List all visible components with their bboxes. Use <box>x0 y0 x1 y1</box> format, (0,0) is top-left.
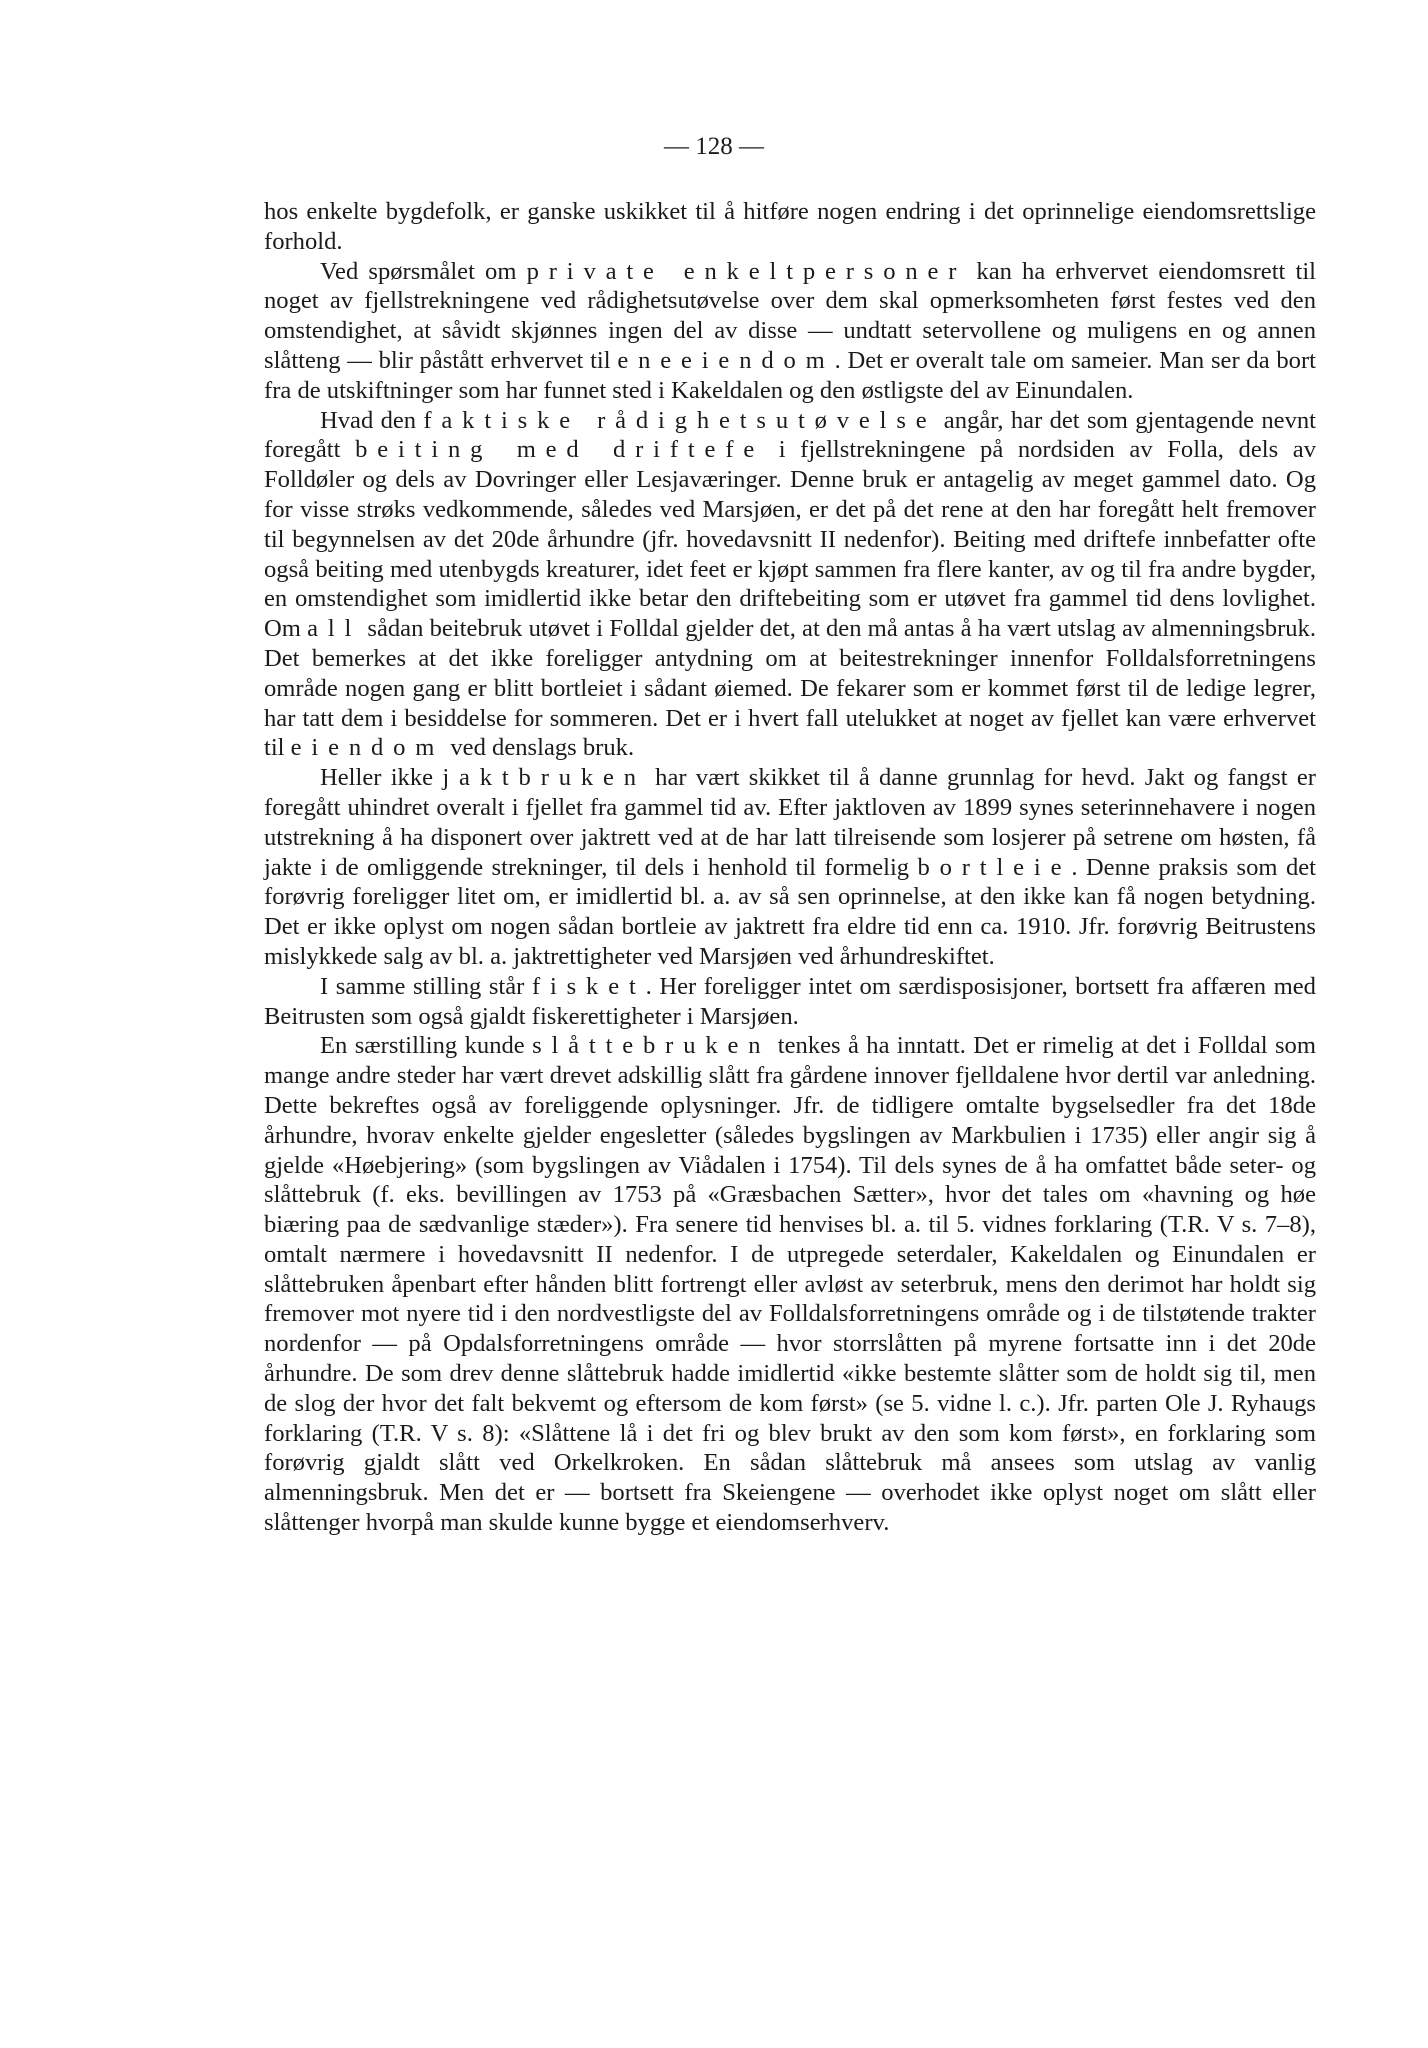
text-run: . Det er overalt tale om sameier. Man ser da bort fra de utskiftninger som har funnet sted i Kakeldalen og den østligste del av Einundalen. <box>264 346 1316 404</box>
text-run: hos enkelte bygdefolk, er ganske uskikket til å hitføre nogen endring i det oprinnelige eiendomsrettslige forhold. <box>264 198 1316 255</box>
text-run: har vært skikket til å danne grunnlag for hevd. Jakt og fangst er foregått uhindret overalt i fjellet fra gammel tid av. Efter jaktloven av 1899 synes seterinnehavere i nogen utstrekning å ha disponert over jaktrett ved at de har latt tilreisende som losjerer på setrene om høsten, få jakte i de omliggende strekninger, til dels i henhold til formelig <box>264 764 1316 881</box>
text-run: Heller ikke <box>320 764 443 792</box>
emphasized-term: beiting med driftefe <box>355 436 765 464</box>
paragraph <box>264 972 1316 1032</box>
text-run: I samme stilling står <box>320 972 532 1000</box>
paragraph <box>264 1031 1316 1538</box>
emphasized-term: private enkeltpersoner <box>526 257 967 285</box>
emphasized-term: eiendom <box>290 734 445 762</box>
paragraph <box>264 257 1316 406</box>
text-run: . Denne praksis som det forøvrig foreligger litet om, er imidlertid bl. a. av så sen oprinnelse, at den ikke kan få nogen betydning. Det er ikke oplyst om nogen sådan bortleie av jaktrett fra eldre tid enn ca. 1910. Jfr. forøvrig Beitrustens mislykkede salg av bl. a. jaktrettigheter ved Marsjøen ved århundreskiftet. <box>264 853 1316 970</box>
paragraph <box>264 197 1316 257</box>
text-run: En særstilling kunde <box>320 1032 533 1060</box>
emphasized-term: fisket <box>531 972 646 1000</box>
text-run: Hvad den <box>320 406 424 434</box>
body-text <box>264 197 1316 1538</box>
emphasized-term: jaktbruken <box>442 764 646 792</box>
text-run: i fjellstrekningene på nordsiden av Folla, dels av Folldøler og dels av Dovringer eller Lesjaværinger. Denne bruk er antagelig av meget gammel dato. Og for visse strøks vedkommende, således ved Marsjøen, er det på det rene at den har foregått helt fremover til begynnelsen av det 20de århundre (jfr. hovedavsnitt II nedenfor). Beiting med driftefe innbefatter ofte også beiting med utenbygds kreaturer, idet feet er kjøpt sammen fra flere kanter, av og til fra andre bygder, en omstendighet som imidlertid ikke betar den driftebeiting som er utøvet fra gammel tid dens lovlighet. Om <box>264 436 1316 643</box>
text-run: ved denslags bruk. <box>444 734 635 762</box>
text-run: . Her foreligger intet om særdisposisjoner, bortsett fra affæren med Beitrusten som også gjaldt fiskerettigheter i Marsjøen. <box>264 972 1316 1030</box>
emphasized-term: bortleie <box>917 853 1072 881</box>
text-run: sådan beitebruk utøvet i Folldal gjelder det, at den må antas å ha vært utslag av almenningsbruk. Det bemerkes at det ikke foreligger antydning om at beitestrekninger innenfor Folldalsforretningens område nogen gang er blitt bortleiet i sådant øiemed. De fekarer som er kommet først til de ledige legrer, har tatt dem i besiddelse for sommeren. Det er i hvert fall utelukket at noget av fjellet kan være erhvervet til <box>264 615 1317 762</box>
text-run: tenkes å ha inntatt. Det er rimelig at det i Folldal som mange andre steder har vært drevet adskillig slått fra gårdene innover fjelldalene hvor dertil var anledning. Dette bekreftes også av foreliggende oplysninger. Jfr. de tidligere omtalte bygselsedler fra det 18de århundre, hvorav enkelte gjelder engesletter (således bygslingen av Markbulien i 1735) eller angir sig å gjelde «Høebjering» (som bygslingen av Viådalen i 1754). Til dels synes de å ha omfattet både seter- og slåttebruk (f. eks. bevillingen av 1753 på «Græsbachen Sætter», hvor det tales om «havning og høe biæring paa de sædvanlige stæder»). Fra senere tid henvises bl. a. til 5. vidnes forklaring (T.R. V s. 7–8), omtalt nærmere i hovedavsnitt II nedenfor. I de utpregede seterdaler, Kakeldalen og Einundalen er slåttebruken åpenbart efter hånden blitt fortrengt eller avløst av seterbruk, mens den derimot har holdt sig fremover mot nyere tid i den nordvestligste del av Folldalsforretningens område og i de tilstøtende trakter nordenfor — på Opdalsforretningens område — hvor storrslåtten på myrene fortsatte inn i det 20de århundre. De som drev denne slåttebruk hadde imidlertid «ikke bestemte slåtter som de holdt sig til, men de slog der hvor det falt bekvemt og eftersom de kom først» (se 5. vidne l. c.). Jfr. parten Ole J. Ryhaugs forklaring (T.R. V s. 8): «Slåttene lå i det fri og blev brukt av den som kom først», en forklaring som forøvrig gjaldt slått ved Orkelkroken. En sådan slåttebruk må ansees som utslag av vanlig almenningsbruk. Men det er — bortsett fra Skeiengene — overhodet ikke oplyst noget om slått eller slåttenger hvorpå man skulde kunne bygge et eiendomserhverv. <box>264 1032 1316 1537</box>
paragraph <box>264 763 1316 972</box>
paragraph <box>264 406 1316 764</box>
emphasized-term: all <box>307 615 362 643</box>
emphasized-term: slåttebruken <box>532 1032 771 1060</box>
text-run: Ved spørsmålet om <box>320 257 527 285</box>
emphasized-term: faktiske rådighetsutøvelse <box>423 406 937 434</box>
text-run: kan ha erhvervet eiendomsrett til noget av fjellstrekningene ved rådighetsutøvelse over dem skal opmerksomheten først festes ved den omstendighet, at såvidt skjønnes ingen del av disse — undtatt setervollene og muligens en og annen slåtteng — blir påstått erhvervet til <box>264 257 1316 374</box>
page-number: — 128 — <box>664 133 764 160</box>
emphasized-term: eneeiendom <box>617 346 835 374</box>
text-run: angår, har det som gjentagende nevnt foregått <box>264 406 1316 464</box>
